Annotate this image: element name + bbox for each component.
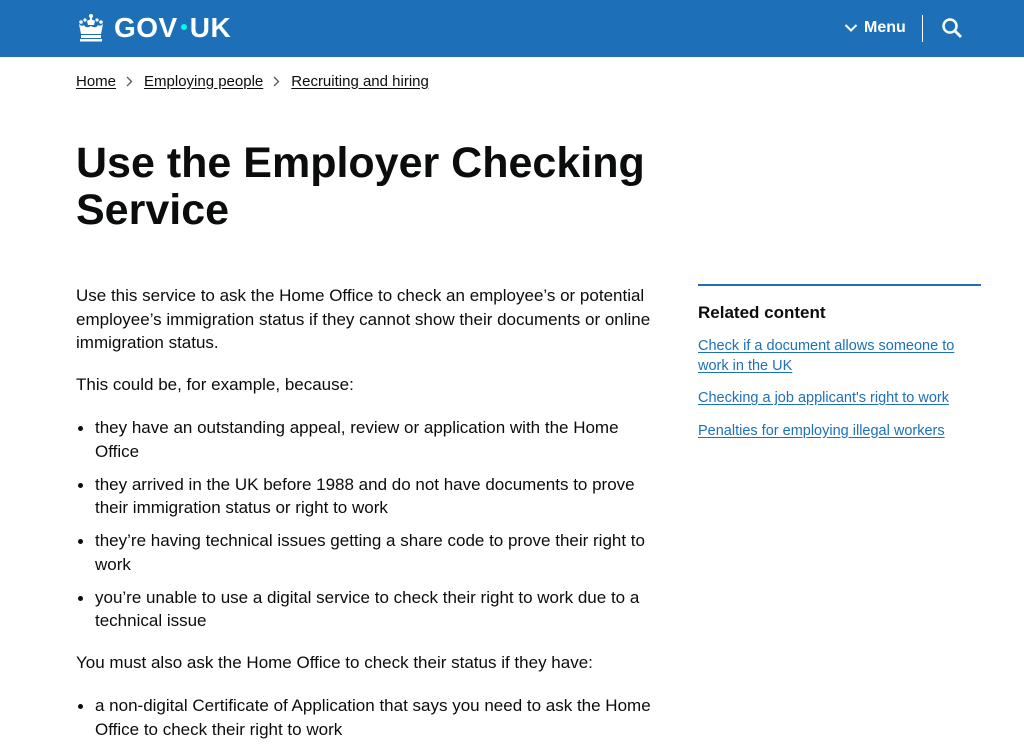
logo-text-left: GOV: [114, 12, 178, 43]
related-content: [698, 284, 981, 454]
chevron-right-icon: [126, 76, 133, 87]
related-link-checking-applicant[interactable]: Checking a job applicant's right to work: [698, 390, 950, 406]
breadcrumb-home[interactable]: Home: [76, 72, 117, 90]
list-item: a non-digital Certificate of Application that says you need to ask the Home Office to check their right to work: [76, 694, 666, 741]
also-lead: You must also ask the Home Office to check their status if they have:: [76, 653, 593, 672]
site-header: [0, 0, 1024, 57]
reasons-list: [76, 416, 666, 642]
logo-text-right: UK: [189, 12, 232, 43]
list-item: [698, 337, 981, 376]
list-item: they’re having technical issues getting a share code to prove their right to work: [76, 529, 666, 576]
list-item: they arrived in the UK before 1988 and do not have documents to prove their immigration status or right to work: [76, 473, 666, 520]
related-link-check-document[interactable]: Check if a document allows someone to work in the UK: [698, 338, 955, 374]
crown-icon: [76, 13, 106, 43]
list-item: they have an outstanding appeal, review or application with the Home Office: [76, 416, 666, 463]
intro-paragraph: Use this service to ask the Home Office to check an employee’s or potential employee’s immigration status if they cannot show their documents or online immigration status.: [76, 286, 651, 352]
related-content-heading: Related content: [698, 303, 826, 322]
list-item: you’re unable to use a digital service to check their right to work due to a technical issue: [76, 586, 666, 633]
breadcrumb-recruiting-and-hiring[interactable]: Recruiting and hiring: [291, 72, 429, 90]
related-link-penalties[interactable]: Penalties for employing illegal workers: [698, 422, 945, 439]
list-item: [698, 389, 981, 409]
govuk-logo-text: [114, 12, 231, 44]
govuk-logo-link[interactable]: [76, 12, 231, 44]
menu-button[interactable]: [844, 17, 906, 39]
header-divider: [922, 15, 923, 42]
example-lead: This could be, for example, because:: [76, 375, 354, 394]
chevron-right-icon: [273, 76, 280, 87]
breadcrumb-employing-people[interactable]: Employing people: [144, 72, 264, 90]
menu-label: Menu: [864, 19, 906, 36]
related-links: [698, 337, 981, 441]
logo-dot: [181, 24, 187, 30]
breadcrumb: [76, 71, 429, 91]
page-title: Use the Employer Checking Service: [76, 139, 645, 234]
search-icon[interactable]: [941, 17, 963, 39]
also-list: [76, 694, 666, 751]
list-item: [698, 422, 981, 442]
chevron-down-icon: [844, 23, 858, 33]
